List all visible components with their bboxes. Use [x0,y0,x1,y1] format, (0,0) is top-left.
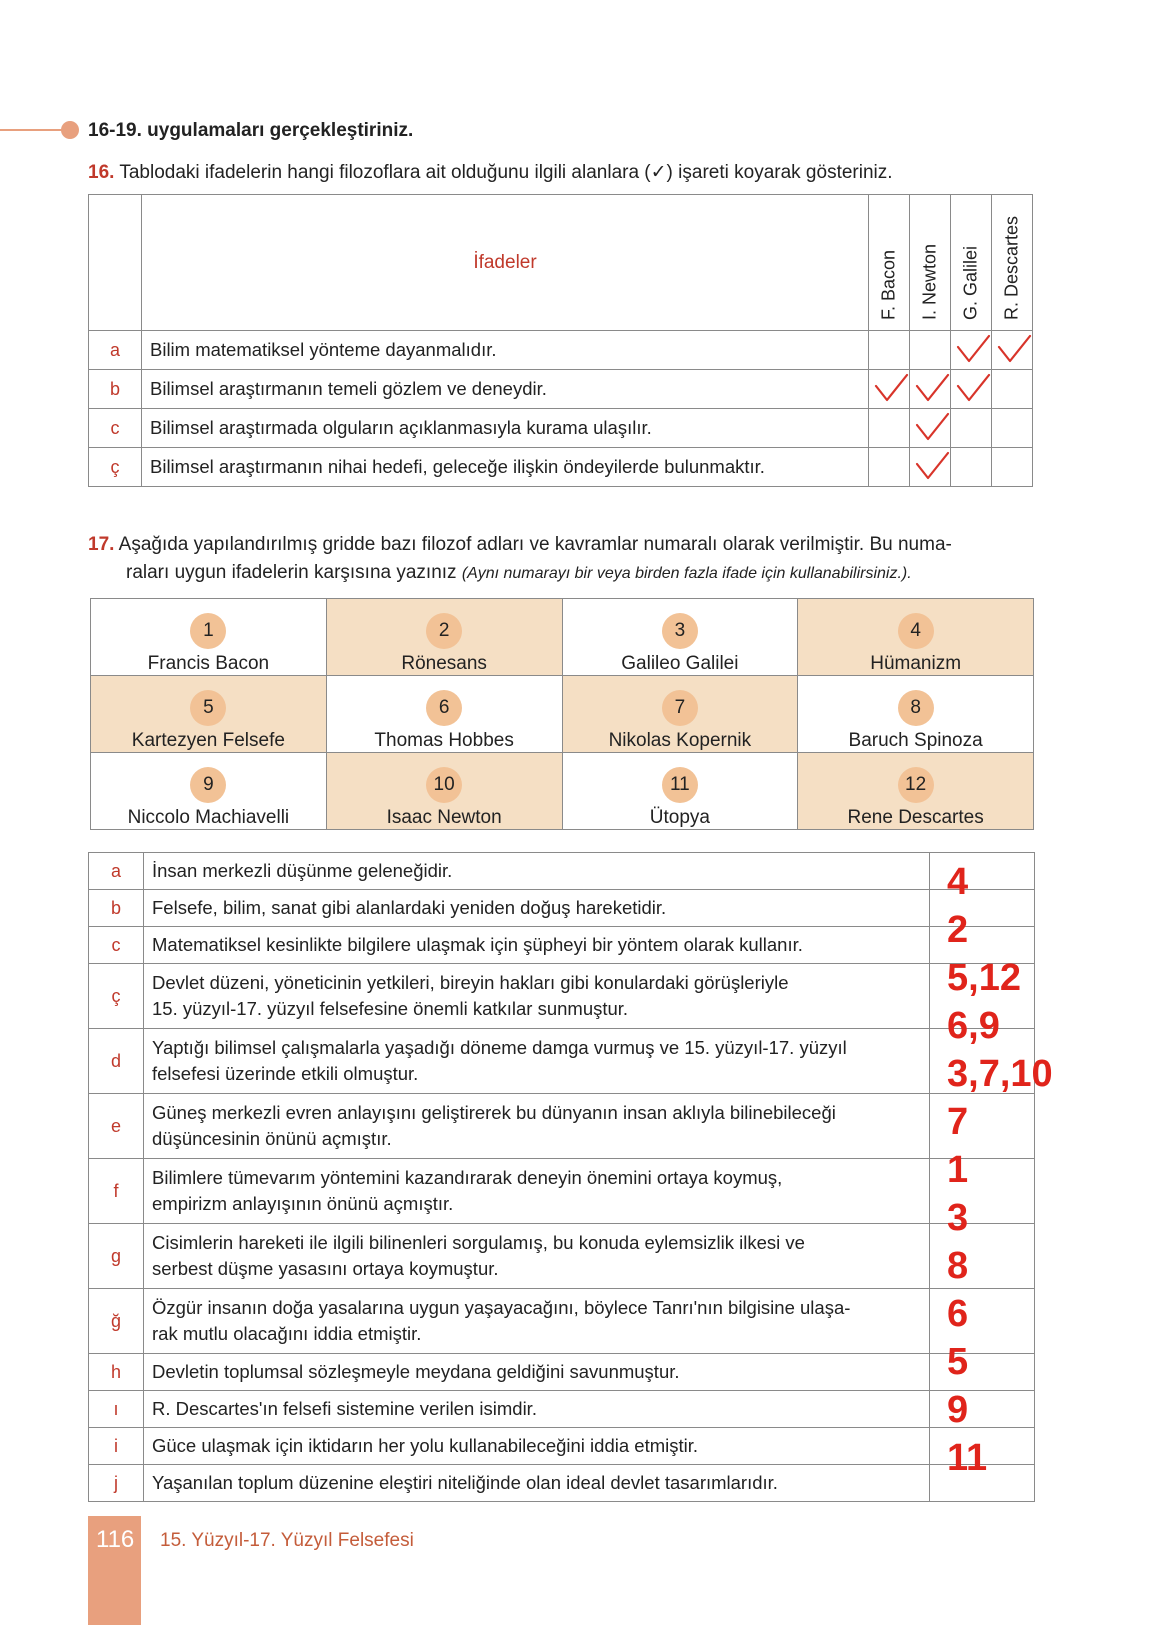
statement-text: Bilim matematiksel yönteme dayanmalıdır. [142,331,869,370]
row-letter: j [89,1465,144,1502]
grid-row [91,599,1034,676]
intro-bullet-icon [61,121,79,139]
check-mark-icon [955,333,991,365]
statement-text [144,964,930,1029]
table-row [89,1289,1035,1354]
statement-text [144,890,930,927]
grid-cell [326,676,562,753]
statement-text [144,1391,930,1428]
check-mark-icon [955,372,991,404]
grid-row [91,753,1034,830]
row-letter: g [89,1224,144,1289]
row-letter: b [89,890,144,927]
question-16 [88,161,893,184]
statement-line: Özgür insanın doğa yasalarına uygun yaşayacağını, böylece Tanrı'nın bilgisine ulaşa- [152,1297,851,1318]
statement-text [144,1289,930,1354]
table-row [89,964,1035,1029]
statement-line: İnsan merkezli düşünme geleneğidir. [152,860,453,881]
table-row [89,1094,1035,1159]
grid-cell [562,676,798,753]
table-row [89,927,1035,964]
answer-value: 5 [947,1341,969,1383]
check-cell [869,370,910,409]
statement-line: Cisimlerin hareketi ile ilgili bilinenleri sorgulamış, bu konuda eylemsizlik ilkesi ve [152,1232,805,1253]
statement-line: R. Descartes'ın felsefi sistemine verilen isimdir. [152,1398,537,1419]
answer-value: 4 [947,861,969,903]
check-mark-icon [914,411,950,443]
statement-text [144,1465,930,1502]
table-row [89,370,1033,409]
answer-value: 8 [947,1245,969,1287]
statement-line: rak mutlu olacağını iddia etmiştir. [152,1323,422,1344]
row-letter: ç [89,964,144,1029]
philosopher-header: I. Newton [910,195,951,331]
statement-line: Güce ulaşmak için iktidarın her yolu kullanabileceğini iddia etmiştir. [152,1435,699,1456]
grid-cell [326,753,562,830]
concept-name: Nikolas Kopernik [608,730,752,751]
grid-cell [798,599,1034,676]
question-text: Tablodaki ifadelerin hangi filozoflara ait olduğunu ilgili alanlara (✓) işareti koyarak gösteriniz. [119,162,893,183]
number-badge: 10 [426,767,462,803]
number-badge: 2 [426,613,462,649]
answer-value: 1 [947,1149,969,1191]
grid-cell [326,599,562,676]
row-letter: f [89,1159,144,1224]
chapter-title: 15. Yüzyıl-17. Yüzyıl Felsefesi [160,1530,414,1551]
check-cell [951,370,992,409]
page-number: 116 [96,1526,135,1553]
q17-table [88,852,1035,1502]
row-letter: c [89,409,142,448]
question-text-line-1: Aşağıda yapılandırılmış gridde bazı filozof adları ve kavramlar numaralı olarak verilmiştir. Bu numa- [118,534,952,555]
check-mark-icon [996,333,1032,365]
table-row [89,1224,1035,1289]
statement-text [144,927,930,964]
number-badge: 7 [662,690,698,726]
table-row [89,1159,1035,1224]
check-cell [951,409,992,448]
check-cell [992,331,1033,370]
check-cell [992,448,1033,487]
question-note: (Aynı numarayı bir veya birden fazla ifade için kullanabilirsiniz.). [461,565,912,582]
intro-divider-line [0,129,64,131]
answer-value: 6 [947,1293,969,1335]
number-badge: 3 [662,613,698,649]
statement-line: empirizm anlayışının önünü açmıştır. [152,1193,454,1214]
check-cell [951,448,992,487]
statement-text: Bilimsel araştırmanın nihai hedefi, geleceğe ilişkin öndeyilerde bulunmaktır. [142,448,869,487]
table-row [89,853,1035,890]
concept-name: Baruch Spinoza [848,730,983,751]
check-cell [869,331,910,370]
philosopher-header: F. Bacon [869,195,910,331]
row-letter: c [89,927,144,964]
number-badge: 11 [662,767,698,803]
statement-line: Güneş merkezli evren anlayışını geliştirerek bu dünyanın insan aklıyla bilinebileceği [152,1102,836,1123]
concept-name: Rene Descartes [847,807,984,828]
check-cell [910,370,951,409]
check-cell [869,448,910,487]
number-badge: 12 [898,767,934,803]
row-letter: h [89,1354,144,1391]
answer-value: 2 [947,909,969,951]
concept-name: Rönesans [401,653,487,674]
statement-line: Yaşanılan toplum düzenine eleştiri niteliğinde olan ideal devlet tasarımlarıdır. [152,1472,778,1493]
answer-value: 9 [947,1389,969,1431]
check-cell [910,448,951,487]
table-row [89,1465,1035,1502]
statement-line: Devletin toplumsal sözleşmeyle meydana geldiğini savunmuştur. [152,1361,680,1382]
table-row [89,409,1033,448]
statement-text: Bilimsel araştırmanın temeli gözlem ve deneydir. [142,370,869,409]
answer-value: 11 [947,1437,988,1479]
number-badge: 1 [190,613,226,649]
statement-line: düşüncesinin önünü açmıştır. [152,1128,392,1149]
grid-cell [562,753,798,830]
statement-text [144,1428,930,1465]
philosopher-header: R. Descartes [992,195,1033,331]
table-row [89,331,1033,370]
table-row [89,890,1035,927]
statement-text: Bilimsel araştırmada olguların açıklanmasıyla kurama ulaşılır. [142,409,869,448]
number-badge: 5 [190,690,226,726]
row-letter: b [89,370,142,409]
concept-grid [90,598,1034,830]
row-letter: a [89,331,142,370]
statement-text [144,1159,930,1224]
statements-header: İfadeler [142,195,869,331]
header-empty-cell [89,195,142,331]
table-row [89,1354,1035,1391]
concept-name: Niccolo Machiavelli [127,807,290,828]
statement-line: 15. yüzyıl-17. yüzyıl felsefesine önemli katkılar sunmuştur. [152,998,629,1019]
number-badge: 9 [190,767,226,803]
statement-text [144,1029,930,1094]
concept-name: Hümanizm [870,653,962,674]
number-badge: 8 [898,690,934,726]
check-cell [992,370,1033,409]
check-cell [910,409,951,448]
grid-row [91,676,1034,753]
grid-cell [91,676,327,753]
concept-name: Thomas Hobbes [374,730,514,751]
statement-text [144,853,930,890]
concept-name: Galileo Galilei [621,653,739,674]
concept-name: Isaac Newton [386,807,502,828]
table-row [89,448,1033,487]
intro-heading: 16-19. uygulamaları gerçekleştiriniz. [88,120,414,141]
question-text-line-2: raları uygun ifadelerin karşısına yazınız [126,562,462,583]
check-mark-icon [914,372,950,404]
philosopher-header: G. Galilei [951,195,992,331]
grid-cell [91,753,327,830]
check-cell [910,331,951,370]
grid-cell [798,676,1034,753]
row-letter: i [89,1428,144,1465]
statement-line: Devlet düzeni, yöneticinin yetkileri, bireyin hakları gibi konulardaki görüşleriyle [152,972,789,993]
row-letter: ğ [89,1289,144,1354]
row-letter: ç [89,448,142,487]
statement-text [144,1224,930,1289]
statement-text [144,1354,930,1391]
concept-name: Kartezyen Felsefe [131,730,285,751]
check-cell [951,331,992,370]
check-mark-icon [914,450,950,482]
table-row [89,1391,1035,1428]
row-letter: d [89,1029,144,1094]
statement-text [144,1094,930,1159]
answer-value: 5,12 [947,957,1021,999]
statement-line: Matematiksel kesinlikte bilgilere ulaşmak için şüpheyi bir yöntem olarak kullanır. [152,934,803,955]
row-letter: e [89,1094,144,1159]
check-cell [992,409,1033,448]
handwritten-answers [947,858,1053,1482]
statement-line: Bilimlere tümevarım yöntemini kazandırarak deneyin önemini ortaya koymuş, [152,1167,783,1188]
answer-value: 6,9 [947,1005,1000,1047]
question-17 [88,531,1028,588]
number-badge: 4 [898,613,934,649]
question-number: 16. [88,162,115,183]
grid-cell [798,753,1034,830]
check-mark-icon [873,372,909,404]
grid-cell [562,599,798,676]
concept-name: Francis Bacon [147,653,270,674]
question-number: 17. [88,534,115,555]
grid-cell [91,599,327,676]
check-cell [869,409,910,448]
statement-line: felsefesi üzerinde etkili olmuştur. [152,1063,419,1084]
statement-line: serbest düşme yasasını ortaya koymuştur. [152,1258,499,1279]
answer-value: 3,7,10 [947,1053,1053,1095]
row-letter: ı [89,1391,144,1428]
answer-value: 3 [947,1197,969,1239]
statement-line: Yaptığı bilimsel çalışmalarla yaşadığı döneme damga vurmuş ve 15. yüzyıl-17. yüzyıl [152,1037,847,1058]
table-row [89,1029,1035,1094]
statement-line: Felsefe, bilim, sanat gibi alanlardaki yeniden doğuş hareketidir. [152,897,667,918]
table-row [89,1428,1035,1465]
answer-value: 7 [947,1101,969,1143]
concept-name: Ütopya [649,807,710,828]
q16-table [88,194,1033,487]
number-badge: 6 [426,690,462,726]
row-letter: a [89,853,144,890]
